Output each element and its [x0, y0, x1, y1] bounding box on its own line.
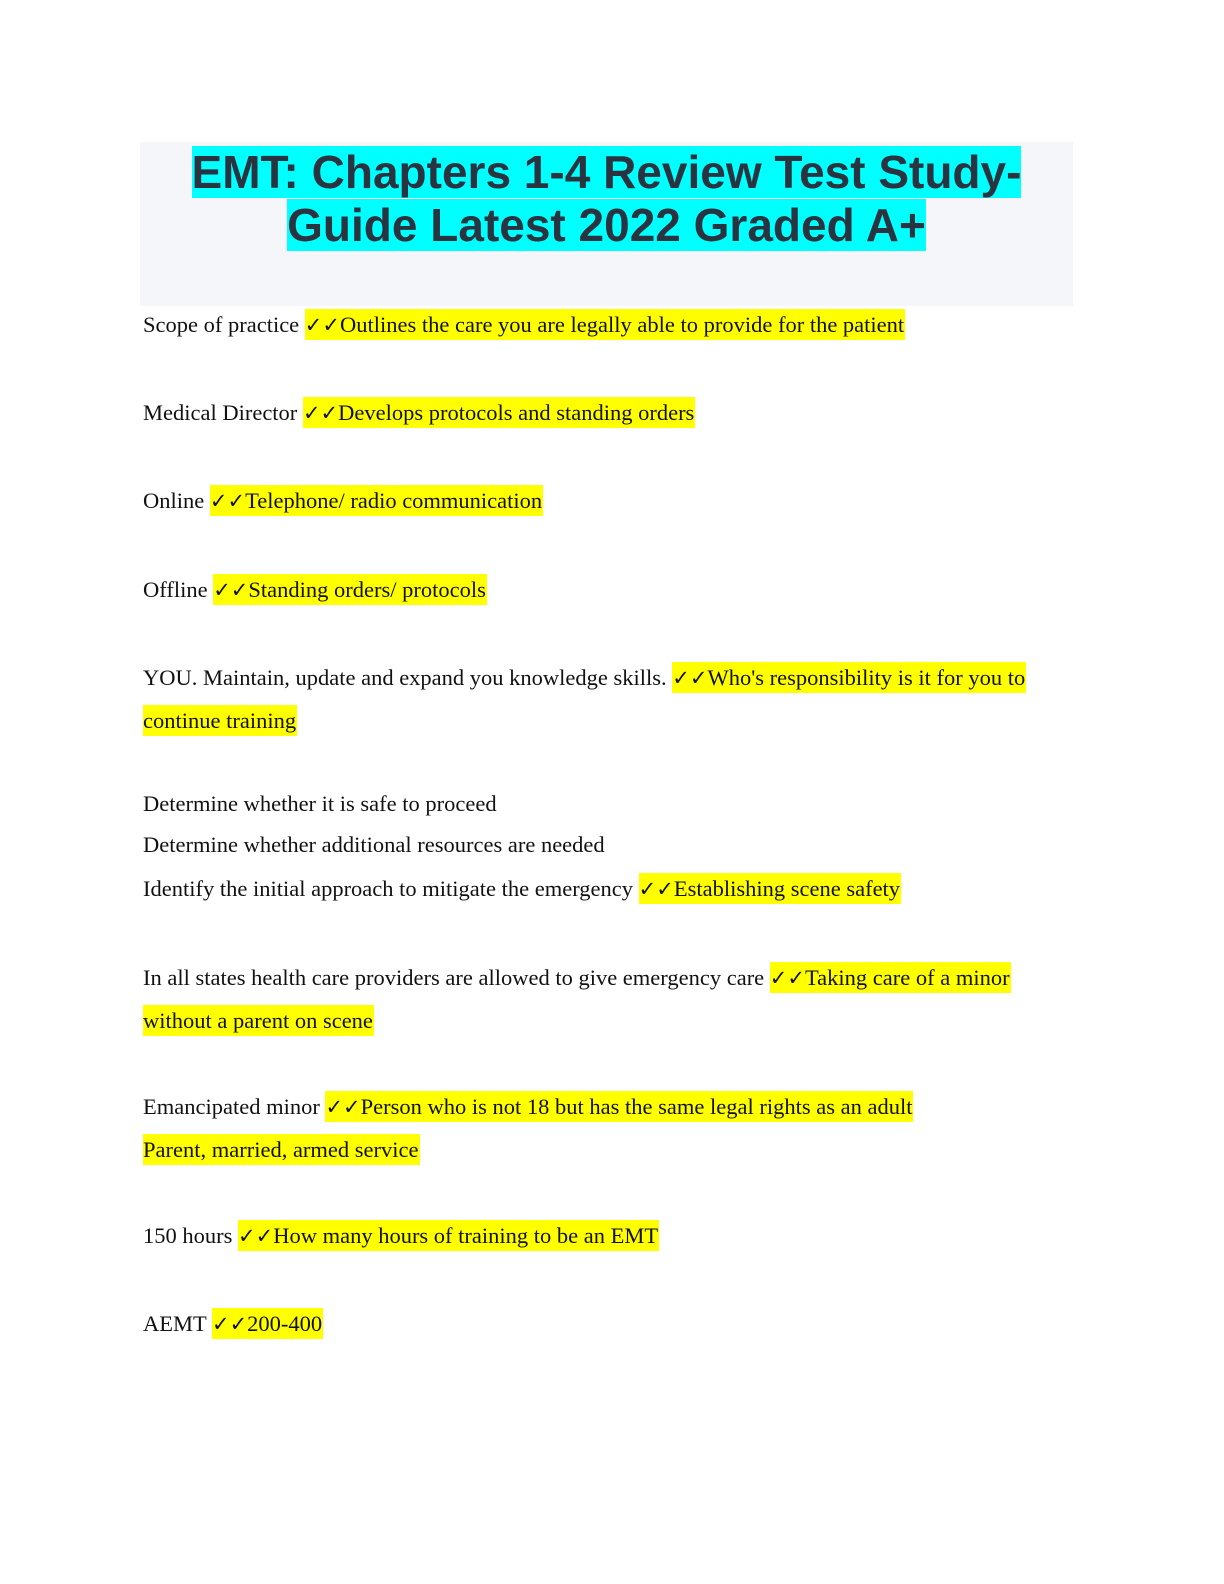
entry-term: YOU. Maintain, update and expand you knowledge skills.	[143, 665, 673, 690]
double-check-icon: ✓✓	[211, 1312, 248, 1336]
entry-emancipated-minor-cont	[143, 1134, 420, 1166]
title-line-2: Guide Latest 2022 Graded A+	[287, 199, 926, 251]
entry-answer: ✓✓Taking care of a minor	[770, 962, 1011, 993]
entry-minor-care-cont	[143, 1005, 374, 1037]
entry-answer: ✓✓Telephone/ radio communication	[210, 485, 543, 516]
entry-term: Emancipated minor	[143, 1094, 326, 1119]
title-banner	[140, 142, 1073, 306]
double-check-icon: ✓✓	[672, 666, 708, 690]
entry-answer: ✓✓Person who is not 18 but has the same legal rights as an adult	[325, 1091, 913, 1122]
double-check-icon: ✓✓	[638, 877, 674, 901]
entry-emancipated-minor	[143, 1091, 913, 1123]
double-check-icon: ✓✓	[213, 578, 249, 602]
entry-answer: ✓✓How many hours of training to be an EMT	[238, 1220, 659, 1251]
double-check-icon: ✓✓	[304, 313, 340, 337]
entry-answer-cont: without a parent on scene	[143, 1005, 374, 1036]
entry-term: AEMT	[143, 1311, 212, 1336]
entry-minor-care	[143, 962, 1011, 994]
entry-medical-director	[143, 397, 695, 429]
double-check-icon: ✓✓	[302, 401, 339, 425]
double-check-icon: ✓✓	[209, 489, 246, 513]
entry-scope-of-practice	[143, 309, 905, 341]
entry-term: Scope of practice	[143, 312, 305, 337]
entry-term: Offline	[143, 577, 214, 602]
entry-term: Medical Director	[143, 400, 303, 425]
entry-answer: ✓✓Outlines the care you are legally able to provide for the patient	[305, 309, 905, 340]
entry-term: In all states health care providers are allowed to give emergency care	[143, 965, 770, 990]
entry-scene-line-1: Determine whether it is safe to proceed	[143, 791, 497, 816]
entry-continue-training-cont	[143, 705, 297, 737]
entry-scene-safety	[143, 873, 901, 905]
entry-offline	[143, 574, 487, 606]
entry-aemt	[143, 1308, 323, 1340]
entry-term: Identify the initial approach to mitigate the emergency	[143, 876, 639, 901]
entry-online	[143, 485, 543, 517]
entry-continue-training	[143, 662, 1026, 694]
entry-term: Online	[143, 488, 210, 513]
entry-answer: ✓✓200-400	[212, 1308, 323, 1339]
entry-term: 150 hours	[143, 1223, 238, 1248]
entry-150-hours	[143, 1220, 659, 1252]
entry-answer: ✓✓Establishing scene safety	[639, 873, 901, 904]
double-check-icon: ✓✓	[769, 966, 805, 990]
entry-answer: ✓✓Standing orders/ protocols	[213, 574, 487, 605]
double-check-icon: ✓✓	[325, 1095, 361, 1119]
entry-answer: ✓✓Who's responsibility is it for you to	[672, 662, 1026, 693]
double-check-icon: ✓✓	[238, 1224, 274, 1248]
entry-answer: ✓✓Develops protocols and standing orders	[303, 397, 695, 428]
entry-answer-cont: Parent, married, armed service	[143, 1134, 420, 1165]
entry-scene-line-2: Determine whether additional resources are needed	[143, 832, 605, 857]
title-line-1: EMT: Chapters 1-4 Review Test Study-	[191, 146, 1022, 198]
entry-answer-cont: continue training	[143, 705, 297, 736]
